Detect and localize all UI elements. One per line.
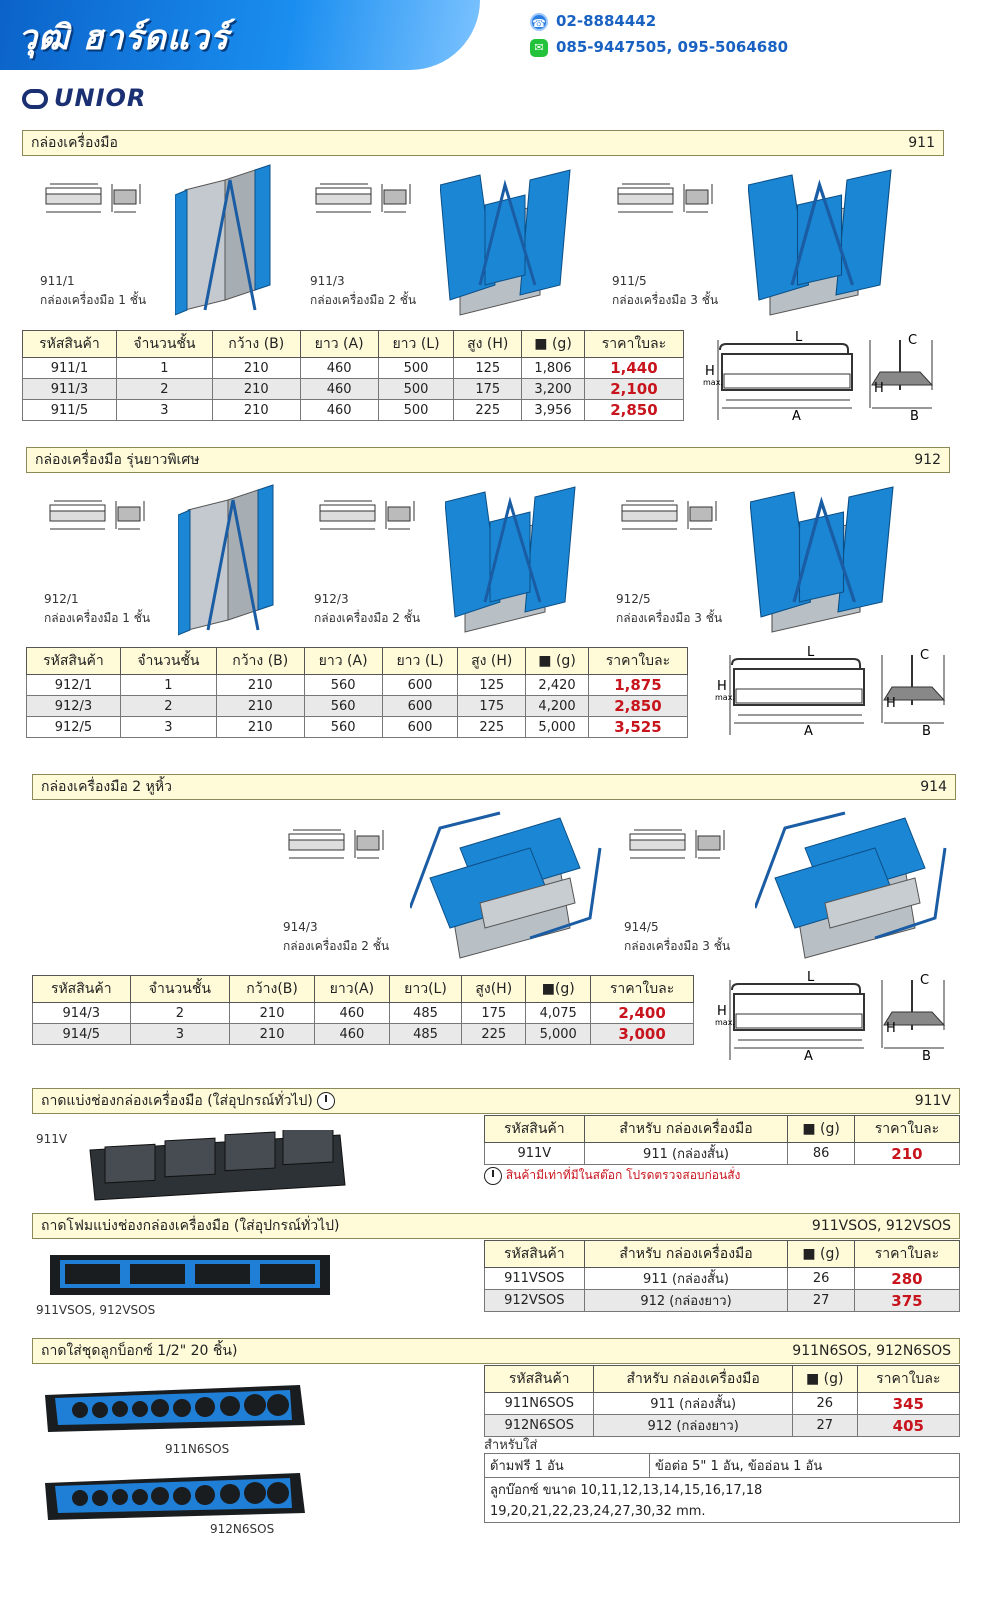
weight-icon: ■ <box>802 1121 816 1137</box>
col-width: กว้าง (B) <box>212 331 300 358</box>
table-header <box>485 1116 960 1143</box>
col-weight: ■(g) <box>526 976 591 1003</box>
table-row: 911/5 3 210 460 500 225 3,956 2,850 <box>23 400 684 421</box>
svg-text:B: B <box>922 1049 931 1064</box>
clock-icon <box>484 1167 502 1185</box>
table-row: 914/5 3 210 460 485 225 5,000 3,000 <box>33 1024 694 1045</box>
col-code: รหัสสินค้า <box>27 648 121 675</box>
svg-text:A: A <box>804 724 813 739</box>
table-header <box>485 1366 960 1393</box>
table-row: 912/1 1 210 560 600 125 2,420 1,875 <box>27 675 688 696</box>
svg-text:H: H <box>717 1004 727 1019</box>
col-price: ราคาใบละ <box>584 331 683 358</box>
svg-text:H: H <box>717 679 727 694</box>
section-911v-code: 911V <box>914 1093 951 1109</box>
stock-note: สินค้ามีเท่าที่มีในสต๊อก โปรดตรวจสอบก่อนสั่ง <box>484 1166 740 1185</box>
table-header <box>33 976 694 1003</box>
toolbox-photo-911-3 <box>440 165 580 325</box>
col-height: สูง (H) <box>454 331 522 358</box>
line-contact[interactable]: ✉ 085-9447505, 095-5064680 <box>530 38 788 57</box>
table-header <box>27 648 688 675</box>
socket-tray-photo-911 <box>40 1380 310 1435</box>
col-width: กว้าง(B) <box>230 976 315 1003</box>
contents-row: 19,20,21,22,23,24,27,30,32 mm. <box>485 1501 960 1522</box>
weight-icon: ■ <box>541 981 555 997</box>
clock-icon <box>317 1092 335 1110</box>
weight-icon: ■ <box>534 336 548 352</box>
table-row: 911N6SOS 911 (กล่องสั้น) 26 345 <box>485 1393 960 1415</box>
col-for-box: สำหรับ กล่องเครื่องมือ <box>594 1366 792 1393</box>
table-header <box>23 331 684 358</box>
svg-text:B: B <box>910 409 919 424</box>
col-weight: ■ (g) <box>788 1116 855 1143</box>
spec-table-912 <box>26 647 688 738</box>
tray-label-911v: 911V <box>36 1132 68 1146</box>
table-row: 911/1 1 210 460 500 125 1,806 1,440 <box>23 358 684 379</box>
dimension-sketch-914-5 <box>624 826 729 866</box>
toolbox-photo-914-5 <box>755 808 955 968</box>
col-weight: ■ (g) <box>526 648 589 675</box>
dimension-sketch-912-1 <box>44 497 149 537</box>
tray-label-911n6sos: 911N6SOS <box>165 1442 230 1456</box>
weight-icon: ■ <box>802 1246 816 1262</box>
section-912-bar <box>26 447 950 473</box>
section-911-title: กล่องเครื่องมือ <box>31 135 118 151</box>
col-code: รหัสสินค้า <box>33 976 131 1003</box>
table-row: 912/3 2 210 560 600 175 4,200 2,850 <box>27 696 688 717</box>
product-caption-914-5: 914/5 กล่องเครื่องมือ 3 ชั้น <box>624 920 731 953</box>
product-caption-911-3: 911/3 กล่องเครื่องมือ 2 ชั้น <box>310 274 417 307</box>
toolbox-photo-912-5 <box>750 482 900 642</box>
section-914-title: กล่องเครื่องมือ 2 หูหิ้ว <box>41 779 172 795</box>
col-height: สูง(H) <box>462 976 526 1003</box>
section-911-bar <box>22 130 944 156</box>
product-caption-912-1: 912/1 กล่องเครื่องมือ 1 ชั้น <box>44 592 151 625</box>
product-caption-911-1: 911/1 กล่องเครื่องมือ 1 ชั้น <box>40 274 147 307</box>
col-length-a: ยาว (A) <box>300 331 378 358</box>
section-912-code: 912 <box>914 452 941 468</box>
spec-table-911 <box>22 330 684 421</box>
col-tiers: จำนวนชั้น <box>120 648 216 675</box>
section-911v-title: ถาดแบ่งช่องกล่องเครื่องมือ (ใส่อุปกรณ์ทั่วไป) <box>41 1093 313 1109</box>
col-weight: ■ (g) <box>792 1366 857 1393</box>
toolbox-photo-912-1 <box>178 480 278 640</box>
toolbox-photo-911-1 <box>175 160 275 320</box>
contents-label: สำหรับใส่ <box>484 1438 538 1453</box>
svg-text:C: C <box>920 648 930 663</box>
section-911v-bar <box>32 1088 960 1114</box>
svg-text:max.: max. <box>715 1018 735 1027</box>
product-caption-914-3: 914/3 กล่องเครื่องมือ 2 ชั้น <box>283 920 390 953</box>
section-911-code: 911 <box>908 135 935 151</box>
col-code: รหัสสินค้า <box>23 331 117 358</box>
weight-icon: ■ <box>538 653 552 669</box>
svg-text:L: L <box>807 970 815 985</box>
dimension-sketch-914-3 <box>283 826 388 866</box>
socket-tray-photo-912 <box>40 1468 310 1523</box>
section-912-title: กล่องเครื่องมือ รุ่นยาวพิเศษ <box>35 452 200 468</box>
table-row: 914/3 2 210 460 485 175 4,075 2,400 <box>33 1003 694 1024</box>
contents-row: ด้ามฟรี 1 อัน ข้อต่อ 5" 1 อัน, ข้ออ่อน 1 อัน <box>485 1454 960 1478</box>
tray-photo-911v <box>85 1130 350 1205</box>
col-length-l: ยาว (L) <box>378 331 454 358</box>
col-weight: ■ (g) <box>788 1241 855 1268</box>
svg-text:max.: max. <box>715 693 735 702</box>
svg-text:A: A <box>792 409 801 424</box>
section-911vsos-title: ถาดโฟมแบ่งช่องกล่องเครื่องมือ (ใส่อุปกรณ์ทั่วไป) <box>41 1218 340 1234</box>
svg-text:A: A <box>804 1049 813 1064</box>
foam-tray-photo <box>45 1250 335 1300</box>
phone-icon: ☎ <box>530 13 548 31</box>
svg-text:H: H <box>874 381 884 396</box>
product-caption-912-3: 912/3 กล่องเครื่องมือ 2 ชั้น <box>314 592 421 625</box>
dimension-sketch-911-1 <box>40 180 145 220</box>
spec-table-911vsos <box>484 1240 960 1312</box>
svg-text:H: H <box>886 1021 896 1036</box>
dimension-sketch-912-5 <box>616 497 721 537</box>
section-911n6sos-title: ถาดใส่ชุดลูกบ็อกซ์ 1/2" 20 ชิ้น) <box>41 1343 238 1359</box>
line-icon: ✉ <box>530 39 548 57</box>
dimension-diagram-911 <box>700 330 950 425</box>
col-length-a: ยาว (A) <box>304 648 382 675</box>
spec-table-911v <box>484 1115 960 1165</box>
shop-name: วุฒิ ฮาร์ดแวร์ <box>18 18 230 58</box>
product-caption-912-5: 912/5 กล่องเครื่องมือ 3 ชั้น <box>616 592 723 625</box>
col-for-box: สำหรับ กล่องเครื่องมือ <box>584 1116 788 1143</box>
page-header <box>0 0 1000 120</box>
table-row: 912VSOS 912 (กล่องยาว) 27 375 <box>485 1290 960 1312</box>
svg-text:max.: max. <box>703 378 723 387</box>
unior-mark-icon <box>22 89 48 109</box>
section-911vsos-bar <box>32 1213 960 1239</box>
section-914-bar <box>32 774 956 800</box>
svg-text:C: C <box>920 973 930 988</box>
col-price: ราคาใบละ <box>854 1116 959 1143</box>
section-911n6sos-bar <box>32 1338 960 1364</box>
col-for-box: สำหรับ กล่องเครื่องมือ <box>584 1241 788 1268</box>
col-price: ราคาใบละ <box>591 976 694 1003</box>
unior-logo: UNIOR <box>22 84 146 112</box>
col-code: รหัสสินค้า <box>485 1241 585 1268</box>
col-weight: ■ (g) <box>522 331 585 358</box>
table-row: 912/5 3 210 560 600 225 5,000 3,525 <box>27 717 688 738</box>
spec-table-914 <box>32 975 694 1045</box>
toolbox-photo-914-3 <box>410 808 610 968</box>
product-caption-911-5: 911/5 กล่องเครื่องมือ 3 ชั้น <box>612 274 719 307</box>
tray-label-912n6sos: 912N6SOS <box>210 1522 275 1536</box>
table-row: 912N6SOS 912 (กล่องยาว) 27 405 <box>485 1415 960 1437</box>
phone-contact[interactable]: ☎ 02-8884442 <box>530 12 656 31</box>
col-tiers: จำนวนชั้น <box>130 976 230 1003</box>
tray-label-911vsos: 911VSOS, 912VSOS <box>36 1303 156 1317</box>
svg-text:H: H <box>705 364 715 379</box>
dimension-diagram-914 <box>712 970 962 1065</box>
toolbox-photo-911-5 <box>748 165 898 325</box>
dimension-sketch-912-3 <box>314 497 419 537</box>
contents-table <box>484 1453 960 1523</box>
spec-table-911n6sos <box>484 1365 960 1437</box>
col-length-l: ยาว (L) <box>382 648 458 675</box>
table-header <box>485 1241 960 1268</box>
svg-text:H: H <box>886 696 896 711</box>
col-height: สูง (H) <box>458 648 526 675</box>
col-length-a: ยาว(A) <box>314 976 389 1003</box>
table-row: 911/3 2 210 460 500 175 3,200 2,100 <box>23 379 684 400</box>
table-row: 911VSOS 911 (กล่องสั้น) 26 280 <box>485 1268 960 1290</box>
col-price: ราคาใบละ <box>588 648 687 675</box>
table-row: 911V 911 (กล่องสั้น) 86 210 <box>485 1143 960 1165</box>
toolbox-photo-912-3 <box>445 482 585 642</box>
col-code: รหัสสินค้า <box>485 1366 594 1393</box>
col-code: รหัสสินค้า <box>485 1116 585 1143</box>
svg-text:B: B <box>922 724 931 739</box>
svg-text:L: L <box>795 330 803 345</box>
dimension-diagram-912 <box>712 645 962 740</box>
section-911vsos-code: 911VSOS, 912VSOS <box>811 1218 951 1234</box>
col-width: กว้าง (B) <box>216 648 304 675</box>
weight-icon: ■ <box>805 1371 820 1387</box>
contents-row: ลูกบ๊อกซ์ ขนาด 10,11,12,13,14,15,16,17,18 <box>485 1478 960 1502</box>
section-914-code: 914 <box>920 779 947 795</box>
col-tiers: จำนวนชั้น <box>116 331 212 358</box>
svg-text:C: C <box>908 333 918 348</box>
dimension-sketch-911-3 <box>310 180 415 220</box>
col-length-l: ยาว(L) <box>389 976 461 1003</box>
svg-text:L: L <box>807 645 815 660</box>
col-price: ราคาใบละ <box>857 1366 959 1393</box>
section-911n6sos-code: 911N6SOS, 912N6SOS <box>792 1343 951 1359</box>
col-price: ราคาใบละ <box>854 1241 959 1268</box>
dimension-sketch-911-5 <box>612 180 717 220</box>
